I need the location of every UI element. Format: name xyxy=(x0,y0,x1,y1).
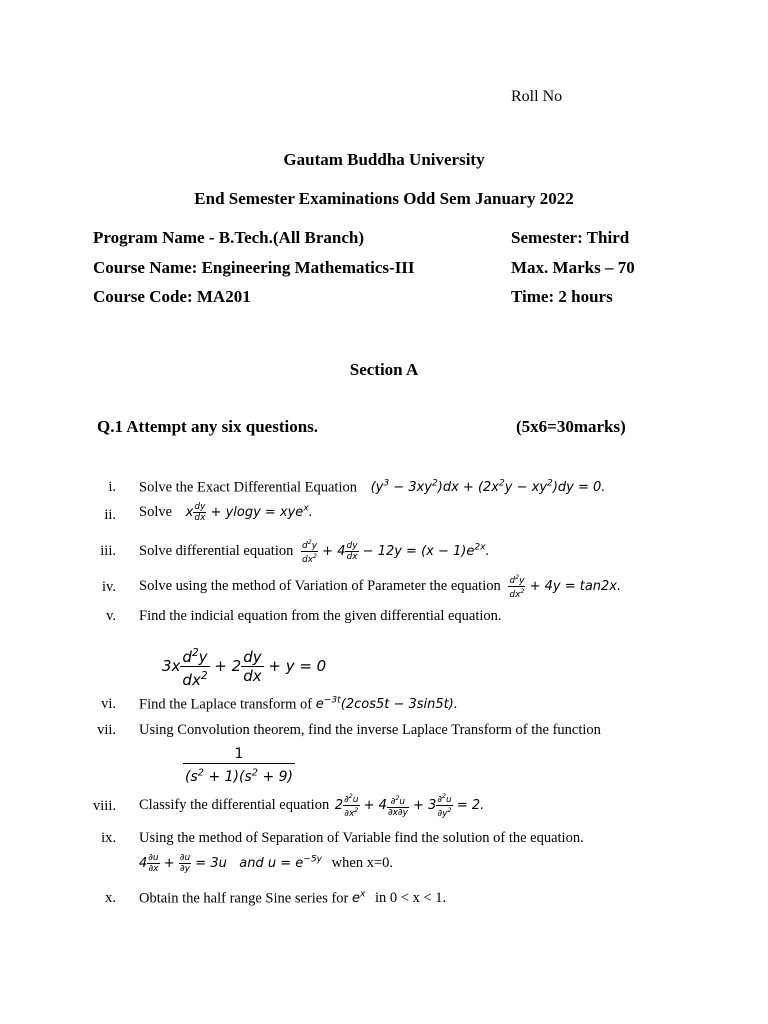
university-name: Gautam Buddha University xyxy=(283,150,485,169)
equation: $(y^3 - 3xy^2)dx + (2x^2y - xy^2)dy = 0$. xyxy=(370,479,606,496)
question-item xyxy=(139,853,393,874)
item-text: Using Convolution theorem, find the inverse Laplace Transform of the function xyxy=(139,722,601,738)
item-text: Find the indicial equation from the given differential equation. xyxy=(139,608,502,624)
item-text: Find the Laplace transform of xyxy=(139,696,313,713)
question-marks: (5x6=30marks) xyxy=(516,417,626,436)
item-text: Solve the Exact Differential Equation xyxy=(139,479,357,496)
max-marks: Max. Marks – 70 xyxy=(511,258,635,277)
exam-title: End Semester Examinations Odd Sem January 2022 xyxy=(194,189,574,208)
question-item xyxy=(139,538,490,565)
item-number: vii. xyxy=(97,722,116,738)
item-text: Using the method of Separation of Variable find the solution of the equation. xyxy=(139,830,584,846)
equation: $e^x$ xyxy=(352,890,366,907)
section-title: Section A xyxy=(349,360,419,379)
question-heading: Q.1 Attempt any six questions. xyxy=(97,417,319,436)
item-number: ii. xyxy=(104,507,116,523)
item-number: v. xyxy=(106,608,116,624)
question-item xyxy=(139,479,605,496)
semester: Semester: Third xyxy=(511,228,630,247)
question-item xyxy=(139,696,458,713)
equation: $\frac{d^2y}{dx^2}$ + 4 $\frac{dy}{dx}$ − $12y = (x - 1)e^{2x}$. xyxy=(301,539,490,565)
question-item xyxy=(139,502,313,523)
item-number: iii. xyxy=(100,543,116,559)
equation: $\frac{d^2y}{dx^2}$ + 4y = tan2x. xyxy=(509,574,622,600)
item-text: Solve using the method of Variation of Parameter the equation xyxy=(139,578,501,594)
item-number: i. xyxy=(108,479,116,495)
x-interval: in 0 < x < 1. xyxy=(375,890,447,907)
equation: 3x $\frac{d^2y}{dx^2}$ + 2 $\frac{dy}{dx}$ + y = 0 xyxy=(162,644,326,689)
course-code: Course Code: MA201 xyxy=(93,287,251,306)
item-number: ix. xyxy=(101,830,116,846)
exam-time: Time: 2 hours xyxy=(511,287,613,306)
roll-no-label: Roll No xyxy=(511,88,563,105)
item-number: x. xyxy=(105,890,116,906)
item-number: viii. xyxy=(93,798,116,814)
equation: 2 $\frac{\partial^2u}{\partial x^2}$ + 4 $\frac{\partial^2u}{\partial x\partial y}$ + 3 $\frac{\partial^2u}{\partial y^2}$ = 2. xyxy=(334,793,485,819)
item-text: Solve differential equation xyxy=(139,543,294,559)
item-number: iv. xyxy=(102,579,116,595)
equation: 4 $\frac{\partial u}{\partial x}$ + $\frac{\partial u}{\partial y}$ = 3u and $u = e^{-5y}$ xyxy=(139,853,323,874)
question-item xyxy=(139,890,446,907)
equation: x $\frac{dy}{dx}$ + ylogy = xye$^x$. xyxy=(185,502,313,523)
program-name: Program Name - B.Tech.(All Branch) xyxy=(93,228,365,247)
item-text: Classify the differential equation xyxy=(139,797,330,813)
ix-condition: when x=0. xyxy=(331,855,393,871)
course-name: Course Name: Engineering Mathematics-III xyxy=(93,258,415,277)
question-item xyxy=(139,792,484,819)
item-number: vi. xyxy=(101,696,116,712)
question-item xyxy=(139,573,621,600)
item-text: Solve xyxy=(139,504,173,520)
equation: $\frac{1}{(s^2 + 1)(s^2 + 9)}$ xyxy=(185,746,293,785)
equation: $e^{-3t}(2\cos 5t - 3\sin 5t)$. xyxy=(315,696,458,713)
item-text: Obtain the half range Sine series for xyxy=(139,890,349,907)
